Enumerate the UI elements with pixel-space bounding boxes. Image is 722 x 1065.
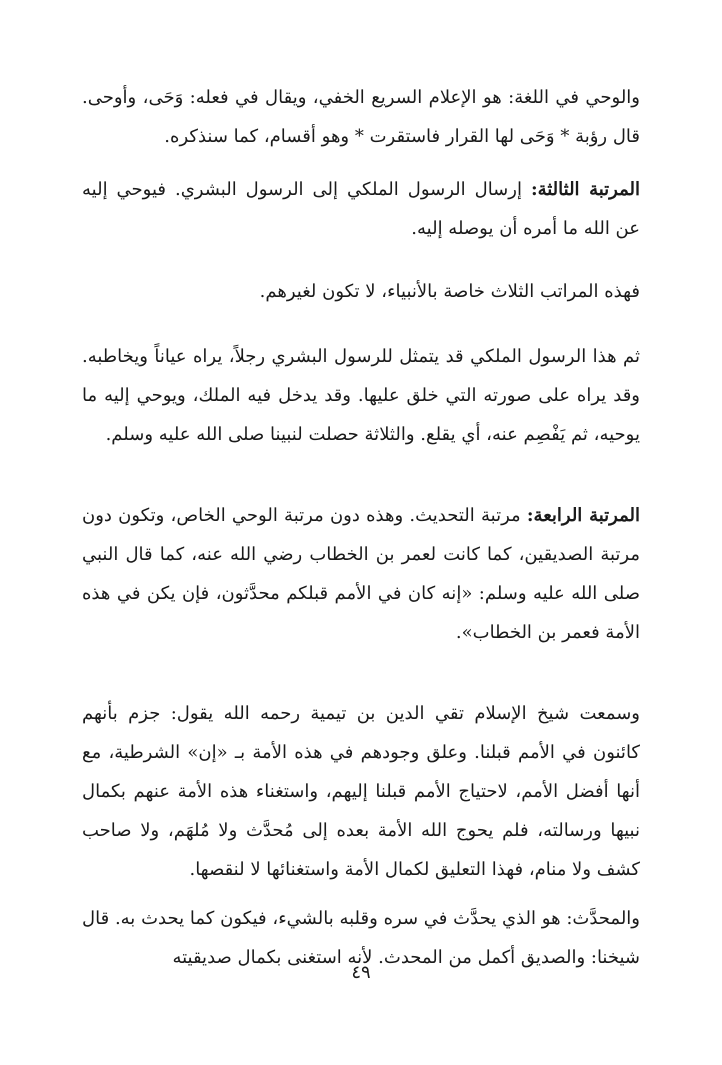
paragraph-heading: المرتبة الثالثة: — [530, 179, 640, 200]
paragraph-ibn-taymiyya — [82, 694, 640, 889]
page-body — [82, 78, 640, 998]
page-number: ٤٩ — [351, 962, 371, 983]
paragraph-wahy-language — [82, 78, 640, 156]
paragraph-text: إرسال الرسول الملكي إلى الرسول البشري. فيوحي إليه عن الله ما أمره أن يوصله إليه. — [82, 179, 640, 239]
paragraph-third-rank — [82, 170, 640, 248]
paragraph-three-ranks-prophets — [82, 272, 640, 311]
paragraph-text: فهذه المراتب الثلاث خاصة بالأنبياء، لا تكون لغيرهم. — [259, 281, 640, 302]
paragraph-text: والمحدَّث: هو الذي يحدَّث في سره وقلبه بالشيء، فيكون كما يحدث به. قال شيخنا: والصديق أكمل من المحدث. لأنه استغنى بكمال صديقيته — [82, 908, 640, 968]
paragraph-fourth-rank — [82, 496, 640, 652]
paragraph-text: وسمعت شيخ الإسلام تقي الدين بن تيمية رحمه الله يقول: جزم بأنهم كائنون في الأمم قبلنا. وعلق وجودهم في هذه الأمة بـ «إن» الشرطية، مع أنها أفضل الأمم، لاحتياج الأمم قبلنا إليهم، واستغناء هذه الأمة عنهم بكمال نبيها ورسالته، فلم يحوج الله الأمة بعده إلى مُحدَّث ولا مُلهَم، ولا صاحب كشف ولا منام، فهذا التعليق لكمال الأمة واستغنائها لا لنقصها. — [82, 703, 640, 880]
paragraph-text: ثم هذا الرسول الملكي قد يتمثل للرسول البشري رجلاً، يراه عياناً ويخاطبه. وقد يراه على صورته التي خلق عليها. وقد يدخل فيه الملك، ويوحي إليه ما يوحيه، ثم يَفْصِم عنه، أي يقلع. والثلاثة حصلت لنبينا صلى الله عليه وسلم. — [82, 346, 640, 445]
paragraph-heading: المرتبة الرابعة: — [526, 505, 640, 526]
paragraph-text: والوحي في اللغة: هو الإعلام السريع الخفي، ويقال في فعله: وَحَى، وأوحى. قال رؤبة * وَحَى لها القرار فاستقرت * وهو أقسام، كما سنذكره. — [82, 87, 640, 147]
paragraph-text: مرتبة التحديث. وهذه دون مرتبة الوحي الخاص، وتكون دون مرتبة الصديقين، كما كانت لعمر بن الخطاب رضي الله عنه، كما قال النبي صلى الله عليه وسلم: «إنه كان في الأمم قبلكم محدَّثون، فإن يكن في هذه الأمة فعمر بن الخطاب». — [82, 505, 640, 643]
paragraph-angel-messenger — [82, 337, 640, 454]
